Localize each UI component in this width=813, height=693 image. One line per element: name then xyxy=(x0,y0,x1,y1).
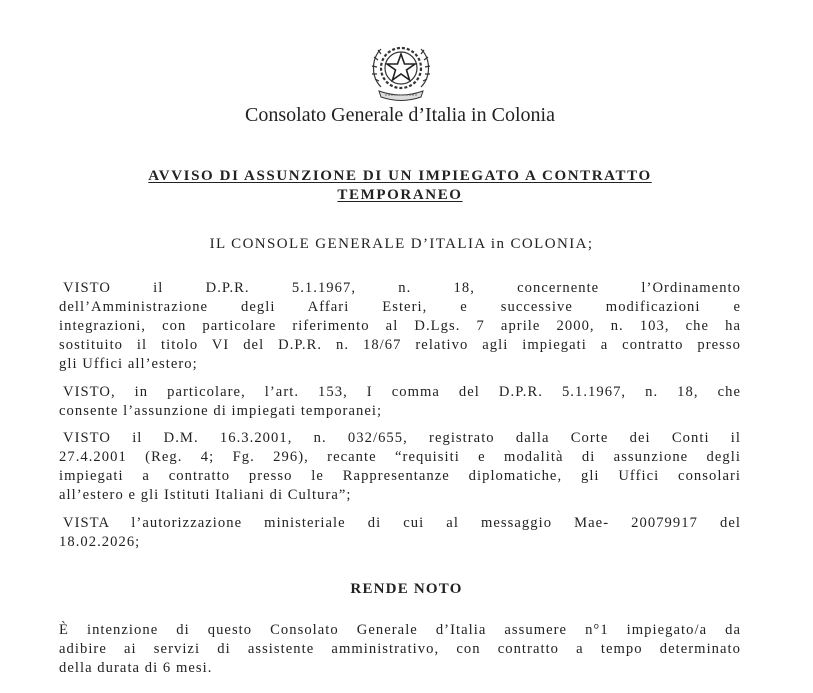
paragraph-line: È intenzione di questo Consolato Generale d’Italia assumere n°1 impiegato/a da xyxy=(59,622,741,638)
paragraph-line: dell’Amministrazione degli Affari Esteri, e successive modificazioni e xyxy=(59,299,741,315)
notice-title xyxy=(0,167,800,205)
rende-noto-heading: RENDE NOTO xyxy=(350,581,463,597)
paragraph-line: VISTO, in particolare, l’art. 153, I comma del D.P.R. 5.1.1967, n. 18, che xyxy=(63,384,741,400)
paragraph-line: VISTO il D.M. 16.3.2001, n. 032/655, registrato dalla Corte dei Conti il xyxy=(63,430,741,446)
paragraph-line: 18.02.2026; xyxy=(59,534,141,550)
paragraph-visto-art153 xyxy=(59,383,741,421)
paragraph-line: gli Uffici all’estero; xyxy=(59,356,198,372)
consulate-name: Consolato Generale d’Italia in Colonia xyxy=(245,104,555,126)
paragraph-line: sostituito il titolo VI del D.P.R. n. 18/67 relativo agli impiegati a contratto presso xyxy=(59,337,741,353)
notice-title-line-1: AVVISO DI ASSUNZIONE DI UN IMPIEGATO A CONTRATTO xyxy=(148,168,652,184)
paragraph-line: VISTO il D.P.R. 5.1.1967, n. 18, concernente l’Ordinamento xyxy=(63,280,741,296)
paragraph-line: VISTA l’autorizzazione ministeriale di cui al messaggio Mae- 20079917 del xyxy=(63,515,741,531)
paragraph-line: all’estero e gli Istituti Italiani di Cultura”; xyxy=(59,487,352,503)
console-general-heading: IL CONSOLE GENERALE D’ITALIA in COLONIA; xyxy=(209,236,594,252)
paragraph-line: consente l’assunzione di impiegati temporanei; xyxy=(59,403,383,419)
paragraph-visto-dm xyxy=(59,429,741,505)
paragraph-line: adibire ai servizi di assistente amministrativo, con contratto a tempo determinato xyxy=(59,641,741,657)
paragraph-line: impiegati a contratto presso le Rappresentanze diplomatiche, gli Uffici consolari xyxy=(59,468,741,484)
paragraph-line: della durata di 6 mesi. xyxy=(59,660,213,676)
paragraph-line: 27.4.2001 (Reg. 4; Fg. 296), recante “requisiti e modalità di assunzione degli xyxy=(59,449,741,465)
paragraph-visto-dpr xyxy=(59,279,741,374)
paragraph-vista-autorizzazione xyxy=(59,514,741,552)
notice-title-line-2: TEMPORANEO xyxy=(337,187,463,203)
paragraph-announcement xyxy=(59,621,741,678)
italian-republic-emblem-icon xyxy=(367,37,435,105)
paragraph-line: integrazioni, con particolare riferimento al D.Lgs. 7 aprile 2000, n. 103, che ha xyxy=(59,318,741,334)
